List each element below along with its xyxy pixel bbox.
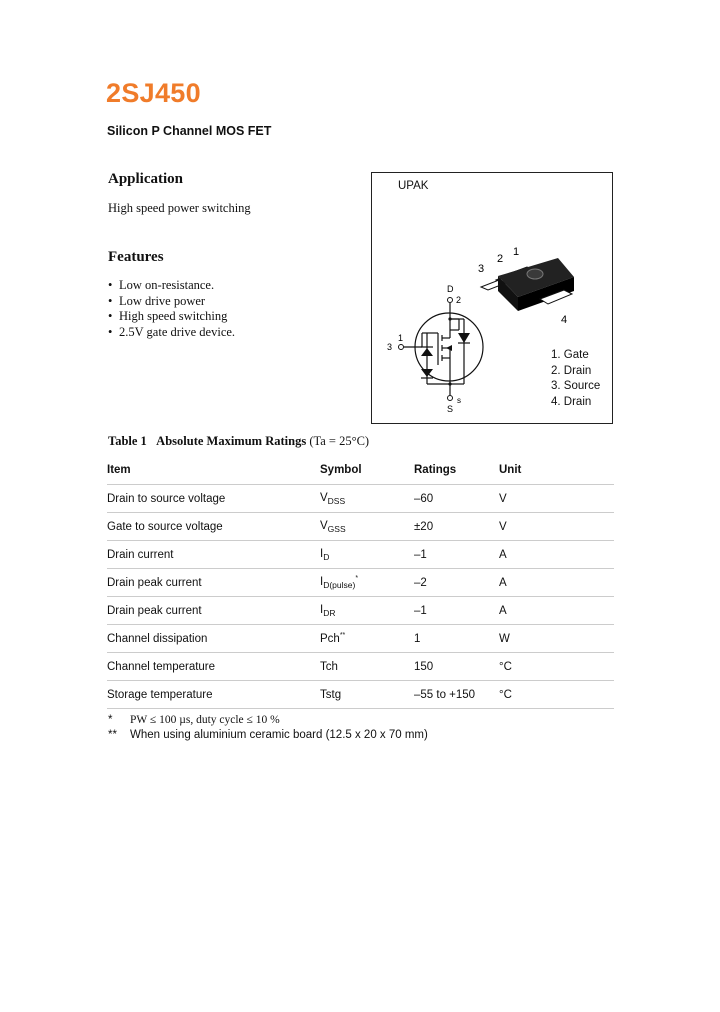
schematic-label-source-pin: 3 <box>387 342 393 352</box>
package-name: UPAK <box>398 180 429 192</box>
cell-rating: –1 <box>414 541 499 569</box>
symbol-subscript: D <box>323 551 330 562</box>
schematic-label-source-s-small: s <box>457 396 461 405</box>
cell-unit: V <box>499 485 614 513</box>
table-number: Table 1 <box>108 434 147 448</box>
table-row <box>107 485 614 513</box>
cell-item: Drain to source voltage <box>107 485 320 513</box>
feature-item: • Low on-resistance. <box>108 278 235 294</box>
cell-symbol <box>320 541 414 569</box>
table-row <box>107 625 614 653</box>
pin-assignment-item: 3. Source <box>551 380 601 392</box>
cell-rating: ±20 <box>414 513 499 541</box>
cell-unit: A <box>499 597 614 625</box>
symbol-superscript: ** <box>339 632 346 639</box>
cell-rating: –2 <box>414 569 499 597</box>
symbol-base: I <box>320 547 324 560</box>
symbol-subscript: DR <box>323 607 336 618</box>
symbol-subscript: DSS <box>327 495 346 506</box>
pin-assignment-item: 2. Drain <box>551 364 592 377</box>
features-list <box>108 278 235 340</box>
cell-item: Channel temperature <box>107 653 320 681</box>
table-row <box>107 541 614 569</box>
feature-item: • Low drive power <box>108 294 235 310</box>
cell-symbol <box>320 625 414 653</box>
schematic-label-source-s: S <box>447 404 454 414</box>
pin-number-label: 2 <box>497 253 504 265</box>
footnote <box>108 714 280 726</box>
symbol-base: Pch <box>320 633 340 645</box>
footnote-mark: ** <box>108 729 117 741</box>
footnote-text: PW ≤ 100 µs, duty cycle ≤ 10 % <box>130 714 280 726</box>
cell-unit: °C <box>499 681 614 709</box>
symbol-subscript: D(pulse) <box>323 580 356 590</box>
pin-assignment-list <box>551 348 600 410</box>
cell-unit: V <box>499 513 614 541</box>
symbol-superscript: * <box>355 575 359 582</box>
pin-assignment-item: 4. Drain <box>551 395 592 408</box>
symbol-base: Tch <box>320 660 338 673</box>
cell-item: Drain current <box>107 541 320 569</box>
table-row <box>107 653 614 681</box>
cell-item: Channel dissipation <box>107 625 320 653</box>
table-title: Absolute Maximum Ratings <box>156 434 307 448</box>
column-header-symbol: Symbol <box>320 456 414 485</box>
table-row <box>107 513 614 541</box>
cell-rating: –55 to +150 <box>414 681 499 709</box>
cell-rating: –1 <box>414 597 499 625</box>
table-row <box>107 597 614 625</box>
column-header-unit: Unit <box>499 456 614 485</box>
table-condition: (Ta = 25°C) <box>309 434 370 448</box>
application-text: High speed power switching <box>108 201 251 215</box>
symbol-base: I <box>320 603 324 616</box>
cell-symbol <box>320 485 414 513</box>
cell-symbol <box>320 653 414 681</box>
cell-rating: 150 <box>414 653 499 681</box>
features-heading: Features <box>108 249 164 265</box>
cell-symbol <box>320 681 414 709</box>
column-header-ratings: Ratings <box>414 456 499 485</box>
cell-item: Drain peak current <box>107 569 320 597</box>
cell-unit: A <box>499 541 614 569</box>
symbol-base: V <box>320 519 328 532</box>
cell-unit: °C <box>499 653 614 681</box>
cell-unit: A <box>499 569 614 597</box>
symbol-base: I <box>320 576 324 588</box>
table-header-row <box>107 456 614 485</box>
symbol-base: Tstg <box>320 688 342 701</box>
cell-symbol <box>320 597 414 625</box>
footnote-mark: * <box>108 714 113 726</box>
cell-item: Gate to source voltage <box>107 513 320 541</box>
absolute-maximum-ratings-table <box>107 456 614 709</box>
pin-number-label: 4 <box>561 314 568 326</box>
cell-unit: W <box>499 625 614 653</box>
schematic-label-drain-pin: 2 <box>456 295 462 305</box>
symbol-base: V <box>320 491 328 504</box>
table-row <box>107 569 614 597</box>
cell-rating: 1 <box>414 625 499 653</box>
pin-number-label: 1 <box>513 246 520 258</box>
part-number-title: 2SJ450 <box>106 78 201 108</box>
device-subtitle: Silicon P Channel MOS FET <box>107 124 272 138</box>
pin-assignment-item: 1. Gate <box>551 349 589 361</box>
table-caption <box>108 434 369 449</box>
footnote-text: When using aluminium ceramic board (12.5 x 20 x 70 mm) <box>130 729 428 741</box>
table-row <box>107 681 614 709</box>
feature-item: • High speed switching <box>108 309 235 325</box>
schematic-label-drain-d: D <box>447 284 454 294</box>
cell-symbol <box>320 569 414 597</box>
footnote <box>108 729 428 741</box>
cell-item: Drain peak current <box>107 597 320 625</box>
cell-item: Storage temperature <box>107 681 320 709</box>
symbol-subscript: GSS <box>327 523 346 534</box>
upak-package-illustration <box>481 258 574 311</box>
mosfet-schematic-symbol <box>404 303 483 395</box>
pin-number-label: 3 <box>478 263 485 275</box>
column-header-item: Item <box>107 456 320 485</box>
cell-symbol <box>320 513 414 541</box>
cell-rating: –60 <box>414 485 499 513</box>
application-heading: Application <box>108 171 184 187</box>
feature-item: • 2.5V gate drive device. <box>108 325 235 341</box>
schematic-label-gate-pin: 1 <box>398 333 404 343</box>
